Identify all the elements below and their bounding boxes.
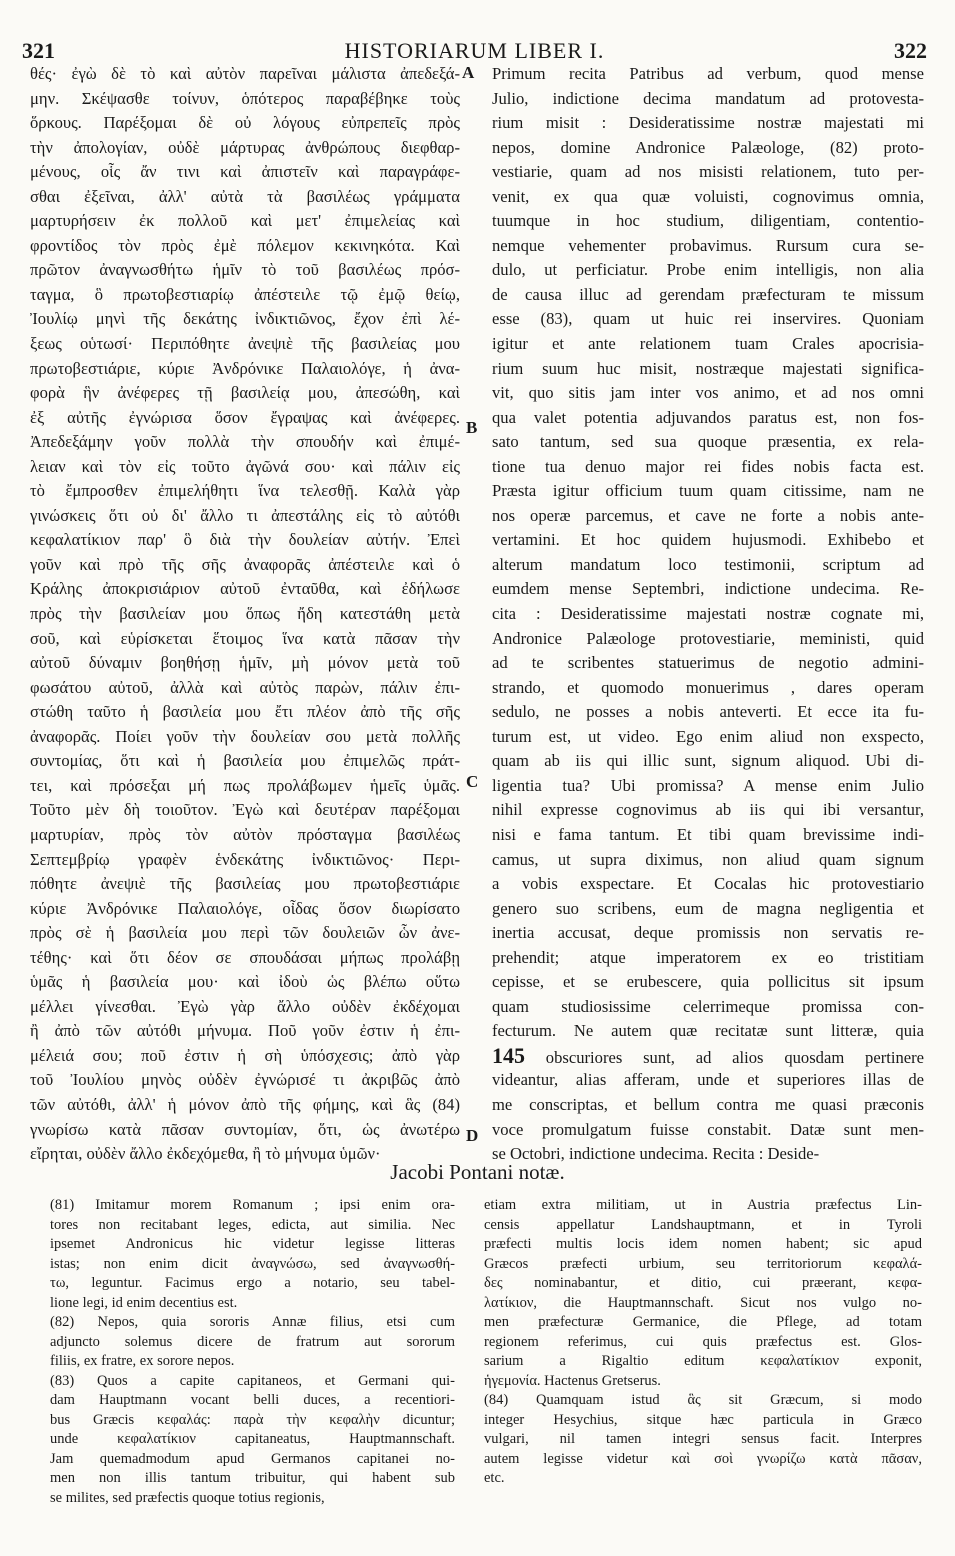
latin-text-line: vestiarie, quam ad nos misisti relationem, tuto per-: [492, 162, 924, 182]
note-line: ἡγεμονία. Hactenus Gretserus.: [484, 1372, 661, 1389]
greek-text-line: πόθητε ἀνεψιὲ τῆς βασιλείας μου πρωτοβεστιάριε: [30, 874, 460, 894]
note-line: (82) Nepos, quia sororis Annæ filius, etsi cum: [50, 1314, 455, 1330]
latin-text-line: turum est, ut video. Ego enim aliud non exspecto,: [492, 726, 924, 746]
greek-text-line: Κράλης ἀποκρισιάριον αὐτοῦ ἐνταῦθα, καὶ ἐδήλωσε: [30, 579, 460, 599]
greek-text-line: φορὰ ἣν ἀνέφερες τῇ βασιλείᾳ μου, ἀπεσώθη, καὶ: [30, 383, 460, 403]
note-line: dam Hauptmann vocant belli duces, a recentiori-: [50, 1392, 455, 1408]
latin-text-line: 145 obscuriores sunt, ad alios quosdam pertinere: [492, 1043, 924, 1068]
greek-text-line: κύριε Ἀνδρόνικε Παλαιολόγε, οἶδας ὅσον διωρίσατο: [30, 898, 460, 918]
greek-text-line: Ἀπεδεξάμην γοῦν πολλὰ τὴν σπουδήν καὶ ἐπιμέ-: [30, 432, 460, 452]
greek-text-line: κεφαλατίκιον παρ' ὃ διὰ τὴν δουλείαν αὐτήν. Ἐπεὶ: [30, 530, 460, 550]
latin-text-line: fecturum. Ne autem quæ recitatæ sunt litteræ, quia: [492, 1021, 924, 1041]
note-line: lione legi, id enim decentius est.: [50, 1294, 238, 1311]
greek-text-line: γοῦν καὶ πρὸ τῆς σῆς ἀναφορᾶς ἀπέστειλε καὶ ὁ: [30, 554, 460, 574]
greek-text-line: πρῶτον ἀναγνωσθήτω ἡμῖν τὸ τοῦ βασιλέως πρόσ-: [30, 260, 460, 280]
greek-text-line: ταγμα, ὃ πρωτοβεστιαρίῳ ἀπέστειλε τῷ ἐμῷ θείῳ,: [30, 284, 460, 304]
note-line: etiam extra militiam, ut in Austria præfectus Lin-: [484, 1197, 922, 1213]
note-line: τω, leguntur. Facimus ergo a notario, seu tabel-: [50, 1275, 455, 1291]
latin-text-line: vertamini. Et hoc quidem hujusmodi. Exhibebo et: [492, 530, 924, 550]
latin-text-line: prehendit; atque imperatorem ex eo tristitiam: [492, 947, 924, 967]
latin-text-line: esse (83), quam ut huic rei inservires. Quoniam: [492, 309, 924, 329]
greek-text-line: τὸ ἔμπροσθεν ἐπιμελήθητι ἵνα τελεσθῇ. Καλὰ γὰρ: [30, 481, 460, 501]
greek-text-line: σθαι ἐξεῖναι, ἀλλ' αὐτὰ τὰ βασιλέως γράμματα: [30, 186, 460, 206]
greek-text-line: Σεπτεμβρίῳ γραφὲν ἑνδεκάτης ἰνδικτιῶνος· Περι-: [30, 849, 460, 869]
greek-text-line: ὑμᾶς ἡ βασιλεία μου· καὶ ἰδοὺ ὡς βλέπω οὕτω: [30, 972, 460, 992]
latin-text-line: Primum recita Patribus ad verbum, quod mense: [492, 64, 924, 83]
latin-text-line: nihil expresse cognovimus ab iis qui ibi versantur,: [492, 800, 924, 820]
greek-text-line: ὅρκους. Παρέξομαι δὲ οὐ λόγους εὐπρεπεῖς πρὸς: [30, 113, 460, 133]
latin-text-column: [492, 62, 924, 1167]
greek-text-line: τὴν ἀπολογίαν, οὐδὲ μάρτυρας ἀνθρώπους διεφθαρ-: [30, 137, 460, 157]
greek-text-line: μην. Σκέψασθε τοίνυν, ὁπότερος παραβέβηκε τοὺς: [30, 88, 460, 108]
latin-text-line: quam ab iis qui illic sunt, signum aliquod. Ubi di-: [492, 751, 924, 771]
latin-text-line: rium suum huc misit, nostræque majestati significa-: [492, 358, 924, 378]
latin-text-line: venit, ex qua quæ voluisti, cognovimus omnia,: [492, 186, 924, 206]
page-reference-number: 145: [492, 1043, 525, 1068]
latin-text-line: ligentia tua? Ubi promissa? A mense enim Julio: [492, 775, 924, 795]
greek-text-line: μαρτυρίαν, πρὸς τὸν αὐτὸν πρόσταγμα βασιλέως: [30, 824, 460, 844]
latin-text-line: nepos, domine Andronice Palæologe, (82) proto-: [492, 137, 924, 157]
note-line: istas; non enim dicit ἀναγνώσω, sed ἀναγνωσθή-: [50, 1255, 455, 1272]
note-line: men præfecturæ Germanice, die Pflege, ad totam: [484, 1314, 922, 1330]
latin-text-line: videantur, alias afferam, unde et superiores illas de: [492, 1070, 924, 1090]
greek-text-line: μένους, οἷς ἄν τινι καὶ ἀπιστεῖν καὶ παραγράφε-: [30, 162, 460, 182]
note-line: ipsemet Andronicus hic videtur legisse litteras: [50, 1236, 455, 1252]
greek-text-line: φωσάτου αὐτοῦ, ἀλλὰ καὶ αὐτὸς παρὼν, πάλιν ἐπι-: [30, 677, 460, 697]
latin-text-line: a vobis exspectare. Et Cocalas hic protovestiario: [492, 874, 924, 894]
margin-marker-a: A: [462, 63, 475, 82]
greek-text-line: τοῦ Ἰουλίου μηνὸς οὐδὲν ἐγνώρισέ τι ἀκριβῶς ἀπὸ: [30, 1070, 460, 1090]
greek-text-line: πρὸς σὲ ἡ βασιλεία μου περὶ τῶν δουλειῶν ὧν ἀνε-: [30, 923, 460, 943]
latin-text-line: nisi e fama tantum. Et tibi quam brevissime indi-: [492, 824, 924, 844]
latin-text-line: me conscriptas, et bellum contra me quasi præconis: [492, 1094, 924, 1114]
latin-text-line: tione tua denuo major rei fides nobis facta est.: [492, 456, 924, 476]
note-line: tores non recitabant leges, edicta, aut similia. Nec: [50, 1216, 455, 1233]
latin-text-line: eumdem mense Septembri, indictione undecima. Re-: [492, 579, 924, 599]
latin-text-line: nemque vehementer probavimus. Rursum cura se-: [492, 235, 924, 255]
greek-text-line: Τοῦτο μὲν δὴ τοιοῦτον. Ἐγὼ καὶ δευτέραν παρέξομαι: [30, 800, 460, 820]
latin-text-line: Julio, indictione decima mandatum ad protovesta-: [492, 88, 924, 108]
note-line: censis appellatur Landshauptmann, et in Tyroli: [484, 1216, 922, 1233]
latin-text-line: de causa illuc ad gerendam præfecturam te missum: [492, 284, 924, 304]
margin-marker-d: D: [466, 1126, 479, 1145]
running-title: HISTORIARUM LIBER I.: [344, 38, 605, 63]
page-number-right: 322: [894, 38, 927, 63]
greek-text-line: τέθης· καὶ ὅτι δέον σε σπουδάσαι μήπως προλάβῃ: [30, 947, 460, 967]
note-line: vulgari, nil tamen integri sensus facit. Interpres: [484, 1431, 922, 1447]
greek-text-line: θές· ἐγὼ δὲ τὸ καὶ αὐτὸν παρεῖναι μάλιστα ἀπεδεξά-: [30, 64, 460, 83]
greek-text-line: τει, καὶ πρόσεξαι μή πως προλάβωμεν ἡμεῖς ὑμᾶς.: [30, 775, 460, 795]
latin-text-line: voce promulgatum fuisse constabit. Datæ sunt men-: [492, 1119, 924, 1139]
greek-text-line: αὐτοῦ δύναμιν βοηθήσῃ ἡμῖν, μὴ μόνον μετὰ τοῦ: [30, 653, 460, 673]
greek-text-line: σοῦ, καὶ εὑρίσκεται ἕτοιμος ἵνα κατὰ πᾶσαν τὴν: [30, 628, 460, 648]
notes-heading: Jacobi Pontani notæ.: [390, 1160, 565, 1184]
greek-text-line: πρὸς τὴν βασιλείαν μου ὅπως ἤδη κατεστάθη μετὰ: [30, 604, 460, 624]
note-line: se milites, sed præfectis quoque totius regionis,: [50, 1489, 325, 1506]
latin-text-line: qua valet potentia adjuvandos paratus est, non fos-: [492, 407, 924, 427]
greek-text-line: φροντίδος τὸν πρὸς ἐμὲ πόλεμον κεκινηκότα. Καὶ: [30, 235, 460, 255]
note-line: (83) Quos a capite capitaneos, et Germani qui-: [50, 1372, 455, 1389]
latin-text-line: Andronice Palæologe protovestiarie, meministi, quid: [492, 628, 924, 648]
latin-text-line: inertia accusat, deque promissis non servatis re-: [492, 923, 924, 943]
latin-text-line: rium misit : Desideratissime nostræ majestati mi: [492, 113, 924, 133]
greek-text-line: μέλειά σου; ποῦ ἐστιν ἡ σὴ ὑπόσχεσις; ἀπὸ γὰρ: [30, 1045, 460, 1065]
note-line: men non illis tantum tribuitur, qui habent sub: [50, 1470, 455, 1486]
note-line: λατίκιον, die Hauptmannschaft. Sicut nos vulgo no-: [484, 1294, 922, 1311]
note-line: (81) Imitamur morem Romanum ; ipsi enim ora-: [50, 1197, 455, 1213]
greek-text-line: τῶν αὐτόθι, ἀλλ' ἡ μόνον ἀπὸ τῆς φήμης, καὶ ἃς (84): [30, 1094, 460, 1114]
greek-text-line: Ἰουλίῳ μηνὶ τῆς δεκάτης ἰνδικτιῶνος, ἔχον ἐπὶ λέ-: [30, 309, 460, 329]
greek-text-line: ἐξ αὐτῆς ἐγνώρισα ὅσον ἔγραψας καὶ ἀνέφερες.: [30, 407, 460, 427]
note-line: regionem referimus, cui quis præfectus est. Glos-: [484, 1333, 922, 1350]
latin-text-line: nos operæ parcemus, et cave ne forte a nobis ante-: [492, 505, 924, 525]
latin-text-line: se Octobri, indictione undecima. Recita : Deside-: [492, 1144, 820, 1164]
margin-marker-c: C: [466, 772, 479, 791]
greek-text-line: μέλλει γίνεσθαι. Ἐγὼ γὰρ ἄλλο οὐδὲν ἐκδέχομαι: [30, 996, 460, 1016]
latin-text-line: strando, et quomodo monuerimus , dares operam: [492, 677, 924, 697]
margin-marker-b: B: [466, 418, 478, 437]
latin-text-line: igitur et ante relationem tuam Crales apocrisia-: [492, 334, 924, 354]
notes-left-column: [50, 1196, 455, 1508]
note-line: sarium a Rigaltio editum κεφαλατίκιον exponit,: [484, 1353, 922, 1369]
note-line: bus Græcis κεφαλάς: παρὰ τὴν κεφαλὴν dicuntur;: [50, 1411, 455, 1428]
note-line: etc.: [484, 1470, 505, 1486]
greek-text-line: γινώσκεις ὅτι οὐ δι' ἄλλο τι ἀπεστάλης εἰς τὸ αὐτόθι: [30, 505, 460, 525]
note-line: Græcos præfecti urbium, seu territoriorum κεφαλά-: [484, 1255, 922, 1272]
greek-text-line: λειαν καὶ τὸν εἰς τοῦτο ἀγῶνά σου· καὶ πάλιν εἰς: [30, 456, 460, 476]
latin-text-line: ad te scribentes statuerimus de negotio admini-: [492, 653, 924, 673]
greek-text-line: γνωρίσω κατὰ πᾶσαν συντομίαν, ὅτι, ὡς ἀνωτέρω: [30, 1119, 460, 1139]
greek-text-line: ἀναφορᾶς. Ποίει γοῦν τὴν δουλείαν σου μετὰ πολλῆς: [30, 726, 460, 746]
latin-text-line: dulo, ut perficiatur. Probe enim intelligis, non alia: [492, 260, 924, 280]
latin-text-line: alterum mandatum loco testimonii, scriptum ad: [492, 554, 924, 574]
latin-text-line: sato tantum, sed sua quoque præsentia, ex rela-: [492, 432, 924, 452]
note-line: adjuncto solemus dicere de fratrum aut sororum: [50, 1333, 455, 1350]
greek-text-line: συντομίας, ὅτι καὶ ἡ βασιλεία μου ἐπιμελῶς πράτ-: [30, 751, 460, 771]
note-line: Jam quemadmodum apud Germanos capitanei no-: [50, 1450, 455, 1467]
latin-text-line: quam studiosissime celerrimeque promissa con-: [492, 996, 924, 1016]
greek-text-line: στώθη ταῦτο ἡ βασιλεία μου ἔτι πλέον ἀπὸ τῆς σῆς: [30, 702, 460, 722]
latin-text-line: sedulo, ne posses a nobis anteverti. Et ecce ita fu-: [492, 702, 924, 722]
greek-text-column: [30, 62, 460, 1167]
greek-text-line: ξεως οὑτωσί· Περιπόθητε ἀνεψιὲ τῆς βασιλείας μου: [30, 334, 460, 354]
note-line: filiis, ex fratre, ex sorore nepos.: [50, 1353, 235, 1369]
greek-text-line: εἴρηται, οὐδὲν ἄλλο ἐκδεχόμεθα, ἢ τὸ μήνυμα ὑμῶν·: [30, 1144, 381, 1164]
latin-text-line: genero suo scribens, eum de magna negligentia et: [492, 898, 924, 918]
note-line: autem legisse videtur καὶ σοὶ γνωρίζω κατὰ πᾶσαν,: [484, 1450, 922, 1467]
note-line: δες nominabantur, et ditio, cui præerant, κεφα-: [484, 1275, 922, 1291]
note-line: integer Hesychius, sitque hæc particula in Græco: [484, 1411, 922, 1428]
latin-text-line: vit, quo sitis jam inter vos animo, et ad nos omni: [492, 383, 924, 403]
latin-text-line: cita : Desideratissime majestati nostræ cognate mi,: [492, 604, 924, 624]
notes-right-column: [484, 1196, 922, 1489]
note-line: (84) Quamquam istud ἃς sit Græcum, si modo: [484, 1392, 922, 1408]
greek-text-line: ἢ ἀπὸ τῶν αὐτόθι μήνυμα. Ποῦ γοῦν ἐστιν ἡ ἐπι-: [30, 1021, 460, 1041]
greek-text-line: μαρτυρήσειν ἐκ πολλοῦ καὶ μετ' ἐπιμελείας καὶ: [30, 211, 460, 231]
page-number-left: 321: [22, 38, 55, 63]
note-line: præfecti multis locis idem nomen habent; sic apud: [484, 1236, 922, 1252]
latin-text-line: cepisse, et se erubescere, quia pollicitus sit ipsum: [492, 972, 924, 992]
note-line: unde κεφαλατίκιον capitaneatus, Hauptmannschaft.: [50, 1431, 455, 1447]
latin-text-line: Præsta igitur officium tuum quam citissime, nam ne: [492, 481, 924, 501]
latin-text-line: camus, ut supra diximus, non aliud quam signum: [492, 849, 924, 869]
latin-text-line: tuumque in hoc studium, diligentiam, contentio-: [492, 211, 924, 231]
greek-text-line: πρωτοβεστιάριε, κύριε Ἀνδρόνικε Παλαιολόγε, ἡ ἀνα-: [30, 358, 460, 378]
